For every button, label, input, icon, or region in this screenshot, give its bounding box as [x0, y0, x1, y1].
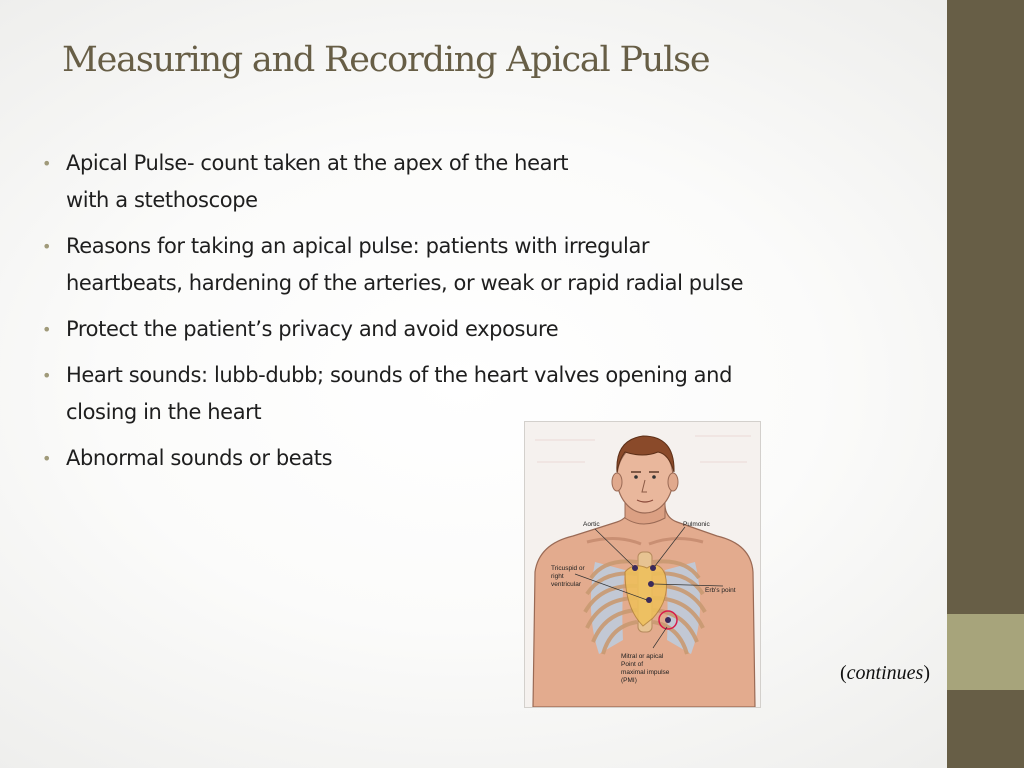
- bullet-item: [42, 357, 922, 431]
- bullet-item: [42, 145, 922, 219]
- bullet-item: [42, 311, 922, 348]
- bullet-dot-icon: •: [42, 237, 52, 256]
- label-mitral: Point of: [621, 661, 644, 668]
- bullet-list: [42, 145, 922, 486]
- heart-sounds-illustration: [524, 421, 761, 708]
- bullet-dot-icon: •: [42, 320, 52, 339]
- slide-title: Measuring and Recording Apical Pulse: [62, 40, 710, 80]
- bullet-dot-icon: •: [42, 154, 52, 173]
- bullet-dot-icon: •: [42, 449, 52, 468]
- bullet-line: with a stethoscope: [66, 188, 258, 212]
- label-erbs-point: Erb's point: [705, 587, 736, 594]
- label-tricuspid: right: [551, 573, 564, 580]
- label-mitral: maximal impulse: [621, 669, 670, 676]
- bullet-line: heartbeats, hardening of the arteries, or weak or rapid radial pulse: [66, 271, 744, 295]
- bullet-dot-icon: •: [42, 366, 52, 385]
- bullet-line: Reasons for taking an apical pulse: patients with irregular: [66, 234, 650, 258]
- sidebar-accent-block: [947, 614, 1024, 690]
- label-mitral: Mitral or apical: [621, 653, 664, 660]
- label-pulmonic: Pulmonic: [683, 521, 710, 528]
- bullet-line: Heart sounds: lubb-dubb; sounds of the heart valves opening and: [66, 363, 732, 387]
- label-tricuspid: ventricular: [551, 581, 581, 588]
- label-tricuspid: Tricuspid or: [551, 565, 585, 572]
- label-mitral: (PMI): [621, 677, 637, 684]
- bullet-line: Abnormal sounds or beats: [66, 446, 333, 470]
- chest-illustration-svg: [525, 422, 760, 707]
- continues-close-paren: ): [923, 662, 930, 684]
- label-aortic: Aortic: [583, 521, 600, 528]
- bullet-line: closing in the heart: [66, 400, 262, 424]
- bullet-item: [42, 228, 922, 302]
- continues-open-paren: (: [840, 662, 847, 684]
- bullet-line: Protect the patient’s privacy and avoid exposure: [66, 317, 559, 341]
- continues-note: [840, 662, 930, 685]
- continues-word: continues: [846, 662, 924, 684]
- bullet-item: [42, 440, 922, 477]
- bullet-line: Apical Pulse- count taken at the apex of the heart: [66, 151, 569, 175]
